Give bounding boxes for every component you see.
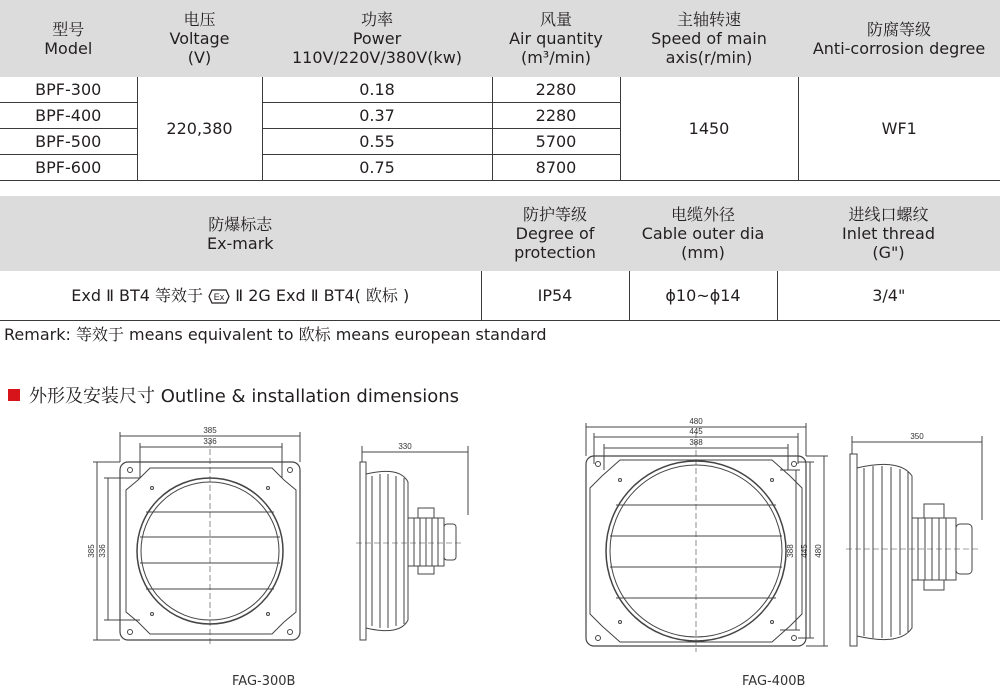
header-cn: 防护等级 — [522, 205, 587, 224]
fag300-dim-side: 330 — [398, 442, 412, 451]
fag400-caption: FAG-400B — [742, 674, 806, 689]
header-en: Inlet thread — [842, 224, 935, 243]
fag400-dim-right-mid: 445 — [800, 544, 809, 558]
thread-cell: 3/4" — [777, 271, 1000, 321]
fag400-dim-right-outer: 480 — [814, 544, 823, 558]
header-en-unit: 110V/220V/380V(kw) — [291, 48, 463, 67]
fag300-front-view — [93, 432, 300, 646]
cable-cell: ϕ10~ϕ14 — [629, 271, 777, 321]
header-en: Cable outer dia — [641, 224, 765, 243]
fag300-caption: FAG-300B — [232, 674, 296, 689]
model-cell: BPF-300 — [0, 77, 137, 103]
air-cell: 5700 — [492, 129, 620, 155]
header-en-unit: (m³/min) — [520, 48, 592, 67]
speed-cell: 1450 — [620, 77, 798, 181]
fag300-dim-top-outer: 385 — [203, 426, 217, 435]
header-en: Voltage — [169, 29, 230, 48]
header-en-unit: (mm) — [681, 243, 725, 262]
header-en-unit: (V) — [187, 48, 212, 67]
protection-cell: IP54 — [481, 271, 629, 321]
header-cn: 电压 — [183, 10, 216, 29]
model-cell: BPF-500 — [0, 129, 137, 155]
header-cn: 电缆外径 — [670, 205, 735, 224]
model-cell: BPF-600 — [0, 155, 137, 181]
header-cn: 防腐等级 — [866, 19, 931, 39]
header-en: Model — [44, 38, 93, 58]
header-cn: 型号 — [52, 19, 85, 39]
header-en: Power — [352, 29, 402, 48]
header-cn: 功率 — [360, 10, 393, 29]
power-cell: 0.75 — [262, 155, 492, 181]
header-en: Degree of — [515, 224, 595, 243]
header-cn: 进线口螺纹 — [848, 205, 929, 224]
header-cn: 主轴转速 — [676, 10, 741, 29]
exmark-text: Exd Ⅱ BT4 等效于 — [71, 286, 204, 305]
fag400-front-view — [586, 423, 828, 652]
power-cell: 0.18 — [262, 77, 492, 103]
air-cell: 2280 — [492, 103, 620, 129]
exmark-text-eu: Ⅱ 2G Exd Ⅱ BT4( 欧标 ) — [235, 286, 410, 305]
fag400-dim-right-inner: 388 — [786, 544, 795, 558]
fag300-dim-left-outer: 385 — [87, 544, 96, 558]
ex-symbol-text: Ex — [213, 292, 225, 302]
power-cell: 0.37 — [262, 103, 492, 129]
header-en: Ex-mark — [206, 233, 274, 253]
fag400-dim-side: 350 — [910, 432, 924, 441]
voltage-cell: 220,380 — [137, 77, 262, 181]
header-en: Air quantity — [509, 29, 603, 48]
fag400-dim-top-inner: 388 — [689, 438, 703, 447]
header-cn: 风量 — [539, 10, 572, 29]
corrosion-cell: WF1 — [798, 77, 1000, 181]
power-cell: 0.55 — [262, 129, 492, 155]
header-en-unit: (G") — [872, 243, 905, 262]
header-en: Speed of main — [651, 29, 767, 48]
header-en: Anti-corrosion degree — [812, 38, 986, 58]
header-en-unit: axis(r/min) — [665, 48, 753, 67]
air-cell: 2280 — [492, 77, 620, 103]
fag400-dim-top-mid: 445 — [689, 427, 703, 436]
model-cell: BPF-400 — [0, 103, 137, 129]
remark-text: Remark: 等效于 means equivalent to 欧标 means european standard — [4, 325, 547, 344]
header-en-unit: protection — [514, 243, 596, 262]
air-cell: 8700 — [492, 155, 620, 181]
fag300-dim-top-inner: 336 — [203, 437, 217, 446]
fag300-side-view — [356, 446, 468, 640]
header-cn: 防爆标志 — [208, 214, 273, 234]
fag400-dim-top-outer: 480 — [689, 417, 703, 426]
section-title: 外形及安装尺寸 Outline & installation dimensions — [29, 386, 460, 407]
fag400-side-view — [846, 436, 982, 646]
fag300-dim-left-inner: 336 — [98, 544, 107, 558]
